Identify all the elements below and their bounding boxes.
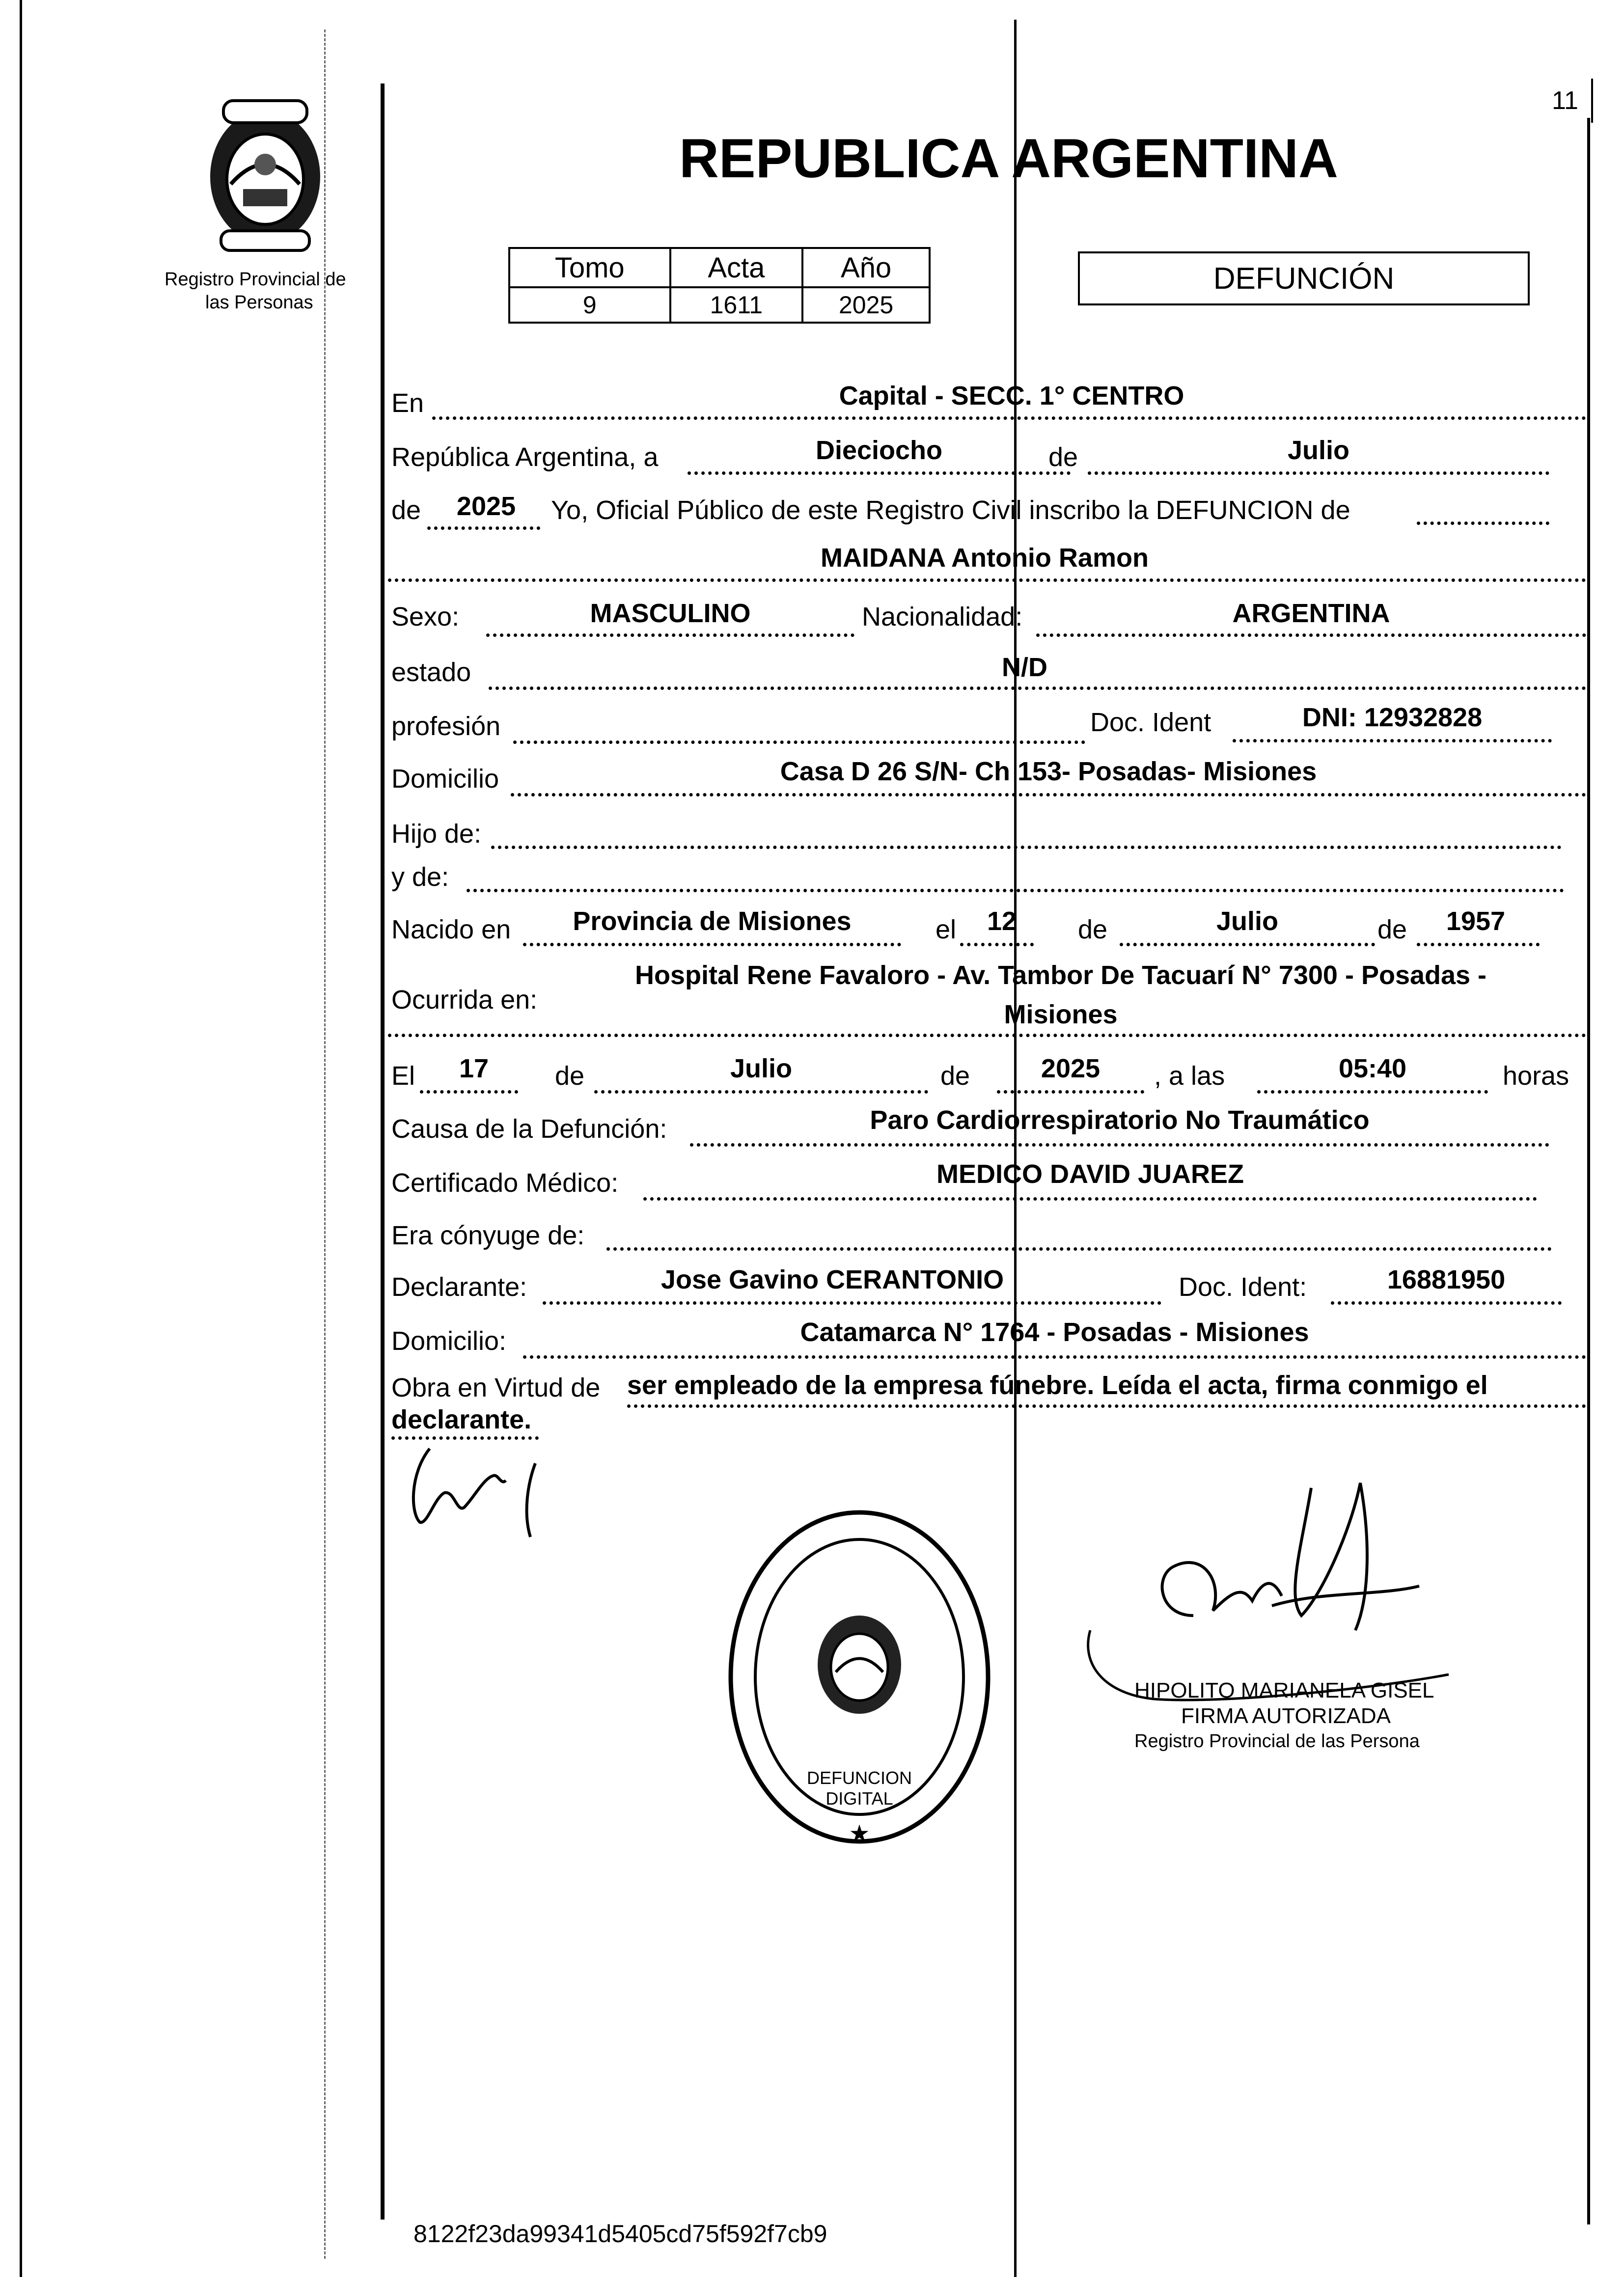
label-certificado: Certificado Médico: [391,1168,619,1198]
label-nacido-en: Nacido en [391,915,511,944]
dots-death-day [420,1090,518,1094]
dots-death-time [1257,1090,1488,1094]
dots-month [1088,471,1549,475]
label-y-de: y de: [391,862,449,892]
label-republica: República Argentina, a [391,442,659,472]
declarant-value: Jose Gavino CERANTONIO [661,1265,1004,1294]
label-el-upper: El [391,1061,415,1091]
label-en: En [391,388,424,418]
label-obra: Obra en Virtud de [391,1373,601,1402]
medical-certificate-value: MEDICO DAVID JUAREZ [936,1159,1244,1189]
dots-declarante [543,1301,1161,1305]
dots-birth-year [1417,943,1540,946]
civil-status-value: N/D [1002,653,1047,682]
dots-ocurrida [388,1034,1586,1037]
dots-birth-month [1120,943,1375,946]
declarant-doc-value: 16881950 [1387,1265,1506,1294]
dots-domicilio-2 [523,1355,1586,1359]
dni-value: DNI: 12932828 [1302,703,1483,732]
document-hash: 8122f23da99341d5405cd75f592f7cb9 [413,2220,827,2248]
right-border-top [1591,79,1593,123]
death-place-line-1: Hospital Rene Favaloro - Av. Tambor De Tacuarí N° 7300 - Posadas - [634,960,1487,990]
label-domicilio: Domicilio [391,764,499,794]
dots-y-de [467,889,1564,892]
fold-line [1014,20,1017,2277]
form-right-border [1587,118,1590,2224]
label-de-2: de [391,495,421,525]
address-value: Casa D 26 S/N- Ch 153- Posadas- Misiones [780,757,1317,786]
declarant-address-value: Catamarca N° 1764 - Posadas - Misiones [800,1317,1309,1347]
sex-value: MASCULINO [590,599,751,628]
nationality-value: ARGENTINA [1232,599,1390,628]
year-value: 2025 [456,492,516,521]
registry-line-2: las Personas [205,292,313,313]
dots-estado [489,686,1586,690]
dots-year [427,526,540,530]
day-words-value: Dieciocho [815,436,943,465]
anio-label: Año [802,248,930,287]
label-sexo: Sexo: [391,602,460,631]
birth-month-value: Julio [1216,906,1278,936]
official-signature [1075,1468,1468,1714]
official-org: Registro Provincial de las Persona [1134,1731,1420,1752]
label-de-death-2: de [940,1061,970,1091]
dots-yo [1417,521,1549,525]
death-month-value: Julio [730,1054,792,1083]
death-day-value: 17 [459,1054,489,1083]
cause-value: Paro Cardiorrespiratorio No Traumático [870,1105,1370,1135]
label-doc-ident: Doc. Ident [1090,708,1211,737]
dots-en [432,416,1586,420]
dots-day [688,471,1071,475]
dots-death-year [997,1090,1144,1094]
label-causa: Causa de la Defunción: [391,1114,667,1144]
acta-value: 1611 [670,287,803,323]
label-de-death-1: de [555,1061,585,1091]
obra-line-2: declarante. [391,1405,532,1434]
label-de-birth-1: de [1078,915,1108,944]
official-name: HIPOLITO MARIANELA GISEL [1134,1678,1434,1702]
tomo-acta-anio-table [508,247,931,324]
stamp-inner-text: DEFUNCION DIGITAL [807,1768,912,1809]
acta-label: Acta [670,248,803,287]
svg-text:★: ★ [849,1820,870,1847]
dots-birth-day [960,943,1034,946]
tomo-label: Tomo [509,248,670,287]
label-nacionalidad: Nacionalidad: [862,602,1023,631]
dots-certificado [643,1197,1537,1201]
label-hijo-de: Hijo de: [391,819,482,849]
label-de-birth-2: de [1377,915,1407,944]
official-role: FIRMA AUTORIZADA [1181,1704,1391,1728]
dots-birthplace [523,943,901,946]
dots-declarant-doc [1331,1301,1562,1305]
tomo-value: 9 [509,287,670,323]
label-el: el [936,915,957,944]
dots-nacionalidad [1036,633,1586,637]
place-value: Capital - SECC. 1° CENTRO [839,381,1184,411]
dots-hijo-de [491,846,1562,849]
label-yo-oficial: Yo, Oficial Público de este Registro Civil inscribo la DEFUNCION de [551,495,1350,525]
death-place-line-2: Misiones [1004,1000,1118,1029]
deceased-name-value: MAIDANA Antonio Ramon [821,543,1149,573]
death-year-value: 2025 [1041,1054,1101,1083]
birth-day-value: 12 [987,906,1017,936]
label-doc-ident-2: Doc. Ident: [1179,1272,1307,1302]
anio-value: 2025 [802,287,930,323]
dots-domicilio [511,793,1586,796]
form-left-border [381,83,385,2220]
dots-obra-1 [627,1404,1586,1408]
dots-death-month [594,1090,928,1094]
birthplace-value: Provincia de Misiones [573,906,852,936]
label-horas: horas [1503,1061,1569,1091]
label-de-1: de [1048,442,1078,472]
dots-name [388,578,1586,582]
death-time-value: 05:40 [1338,1054,1407,1083]
month-value: Julio [1287,436,1349,465]
stamp-ring-text [722,1493,997,1497]
label-a-las: , a las [1154,1061,1225,1091]
label-conyuge: Era cónyuge de: [391,1221,585,1250]
label-domicilio-2: Domicilio: [391,1326,507,1356]
label-estado: estado [391,658,471,687]
label-declarante: Declarante: [391,1272,527,1302]
provincia-misiones-logo [194,91,336,253]
label-profesion: profesión [391,712,501,741]
dots-causa [690,1143,1549,1147]
dots-conyuge [606,1247,1552,1251]
left-scan-edge [20,0,22,2277]
page-number: 11 [1552,86,1578,115]
country-title: REPUBLICA ARGENTINA [679,128,1338,189]
dots-sexo [486,633,854,637]
document-type-box [1078,251,1530,305]
declarant-signature [400,1439,562,1542]
registry-stamp [722,1503,997,1856]
birth-year-value: 1957 [1446,906,1506,936]
document-type: DEFUNCIÓN [1213,261,1395,296]
registry-line-1: Registro Provincial de [165,269,346,290]
left-dashed-line [324,29,326,2259]
label-ocurrida-en: Ocurrida en: [391,985,538,1015]
dots-dni [1233,739,1552,742]
dots-profesion [513,741,1085,744]
obra-line-1: ser empleado de la empresa fúnebre. Leída el acta, firma conmigo el [627,1371,1488,1400]
